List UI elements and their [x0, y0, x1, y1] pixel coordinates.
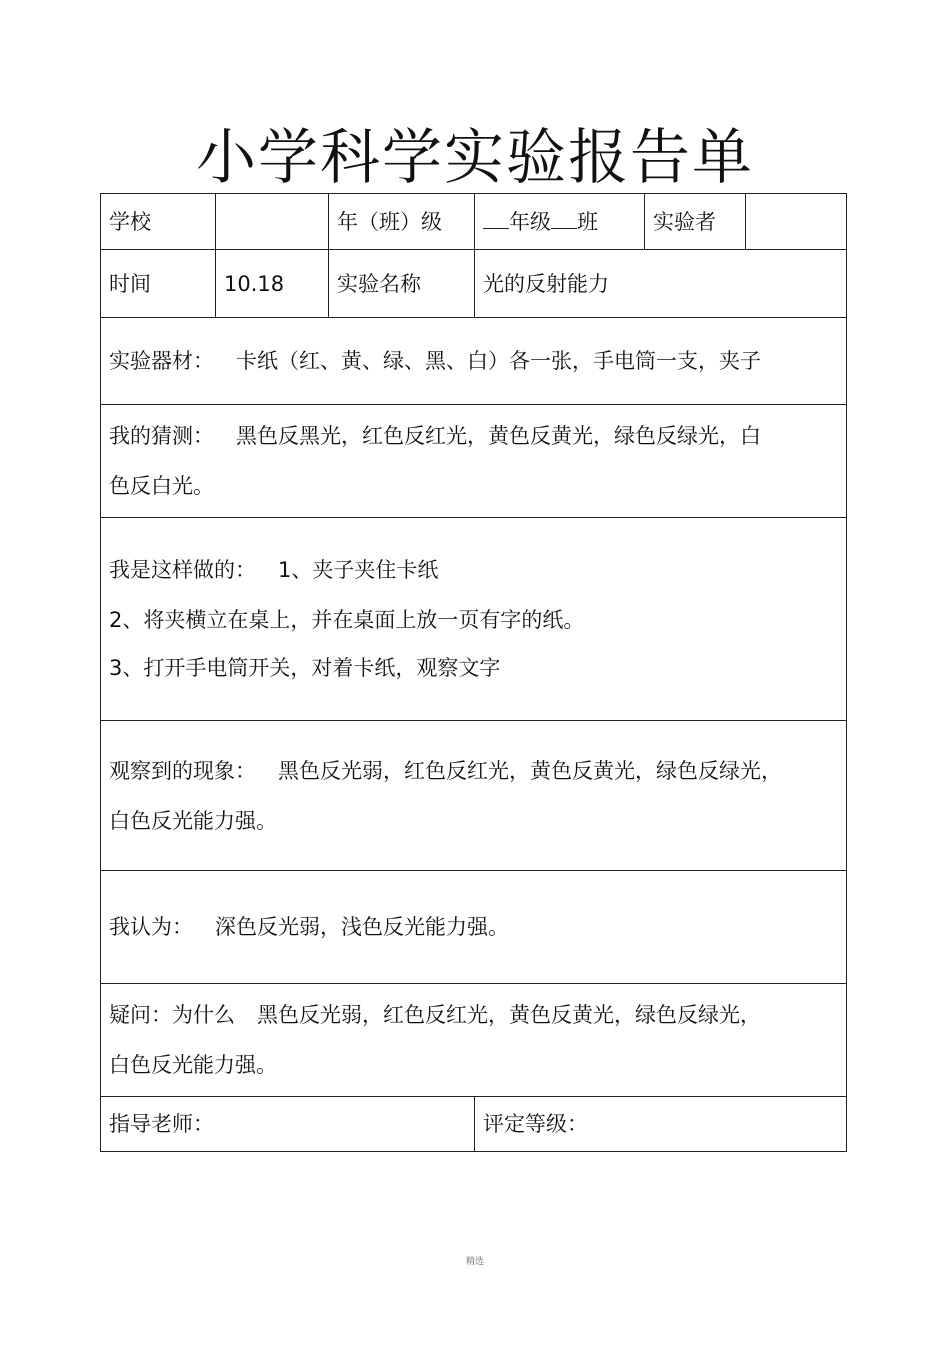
- school-label: 学校: [101, 194, 216, 250]
- grade-label: 年（班）级: [329, 194, 475, 250]
- conclusion-text: 深色反光弱，浅色反光能力强。: [215, 915, 509, 939]
- page-title: 小学科学实验报告单: [196, 123, 754, 193]
- observation-line2: 白色反光能力强。: [109, 808, 277, 833]
- observation-label: 观察到的现象：: [109, 758, 256, 783]
- row-observation: [101, 721, 847, 871]
- equipment-cell[interactable]: [101, 318, 847, 405]
- procedure-label: 我是这样做的：: [109, 558, 256, 582]
- report-table: [100, 193, 847, 1152]
- row-procedure: [101, 518, 847, 721]
- teacher-cell[interactable]: [101, 1097, 475, 1152]
- experiment-name-value[interactable]: 光的反射能力: [475, 250, 847, 318]
- question-label: 疑问：为什么: [109, 1003, 235, 1027]
- page-footer: 精选: [465, 1257, 484, 1267]
- guess-line2: 色反白光。: [109, 474, 214, 498]
- question-cell[interactable]: [101, 984, 847, 1097]
- experimenter-value[interactable]: [746, 194, 847, 250]
- row-time: [101, 250, 847, 318]
- experimenter-label: 实验者: [645, 194, 746, 250]
- question-line1: 黑色反光弱，红色反红光，黄色反黄光，绿色反绿光，: [257, 1003, 761, 1027]
- time-value[interactable]: 10.18: [216, 250, 329, 318]
- guess-label: 我的猜测：: [109, 424, 214, 448]
- procedure-step1: 1、夹子夹住卡纸: [278, 558, 439, 582]
- row-footer: [101, 1097, 847, 1152]
- guess-cell[interactable]: [101, 405, 847, 518]
- conclusion-label: 我认为：: [109, 915, 193, 939]
- time-label: 时间: [101, 250, 216, 318]
- observation-cell[interactable]: [101, 721, 847, 871]
- procedure-cell[interactable]: [101, 518, 847, 721]
- question-line2: 白色反光能力强。: [109, 1053, 277, 1077]
- school-value[interactable]: [216, 194, 329, 250]
- observation-line1: 黑色反光弱，红色反红光，黄色反黄光，绿色反绿光，: [278, 758, 782, 783]
- experiment-name-label: 实验名称: [329, 250, 475, 318]
- procedure-step3: 3、打开手电筒开关，对着卡纸，观察文字: [109, 656, 501, 680]
- guess-line1: 黑色反黑光，红色反红光，黄色反黄光，绿色反绿光，白: [236, 424, 761, 448]
- procedure-step2: 2、将夹横立在桌上，并在桌面上放一页有字的纸。: [109, 608, 585, 632]
- row-guess: [101, 405, 847, 518]
- teacher-label: 指导老师：: [109, 1112, 214, 1136]
- row-conclusion: [101, 871, 847, 984]
- grade-blank: [483, 214, 509, 229]
- row-question: [101, 984, 847, 1097]
- grade-suffix: 年级: [509, 209, 551, 234]
- grade-level-cell[interactable]: [475, 1097, 847, 1152]
- row-school: [101, 194, 847, 250]
- class-blank: [551, 214, 577, 229]
- equipment-text: 卡纸（红、黄、绿、黑、白）各一张，手电筒一支，夹子: [236, 349, 761, 373]
- equipment-label: 实验器材：: [109, 349, 214, 373]
- grade-class-field[interactable]: [475, 194, 645, 250]
- conclusion-cell[interactable]: [101, 871, 847, 984]
- class-suffix: 班: [577, 209, 598, 234]
- row-equipment: [101, 318, 847, 405]
- grade-level-label: 评定等级：: [483, 1112, 588, 1136]
